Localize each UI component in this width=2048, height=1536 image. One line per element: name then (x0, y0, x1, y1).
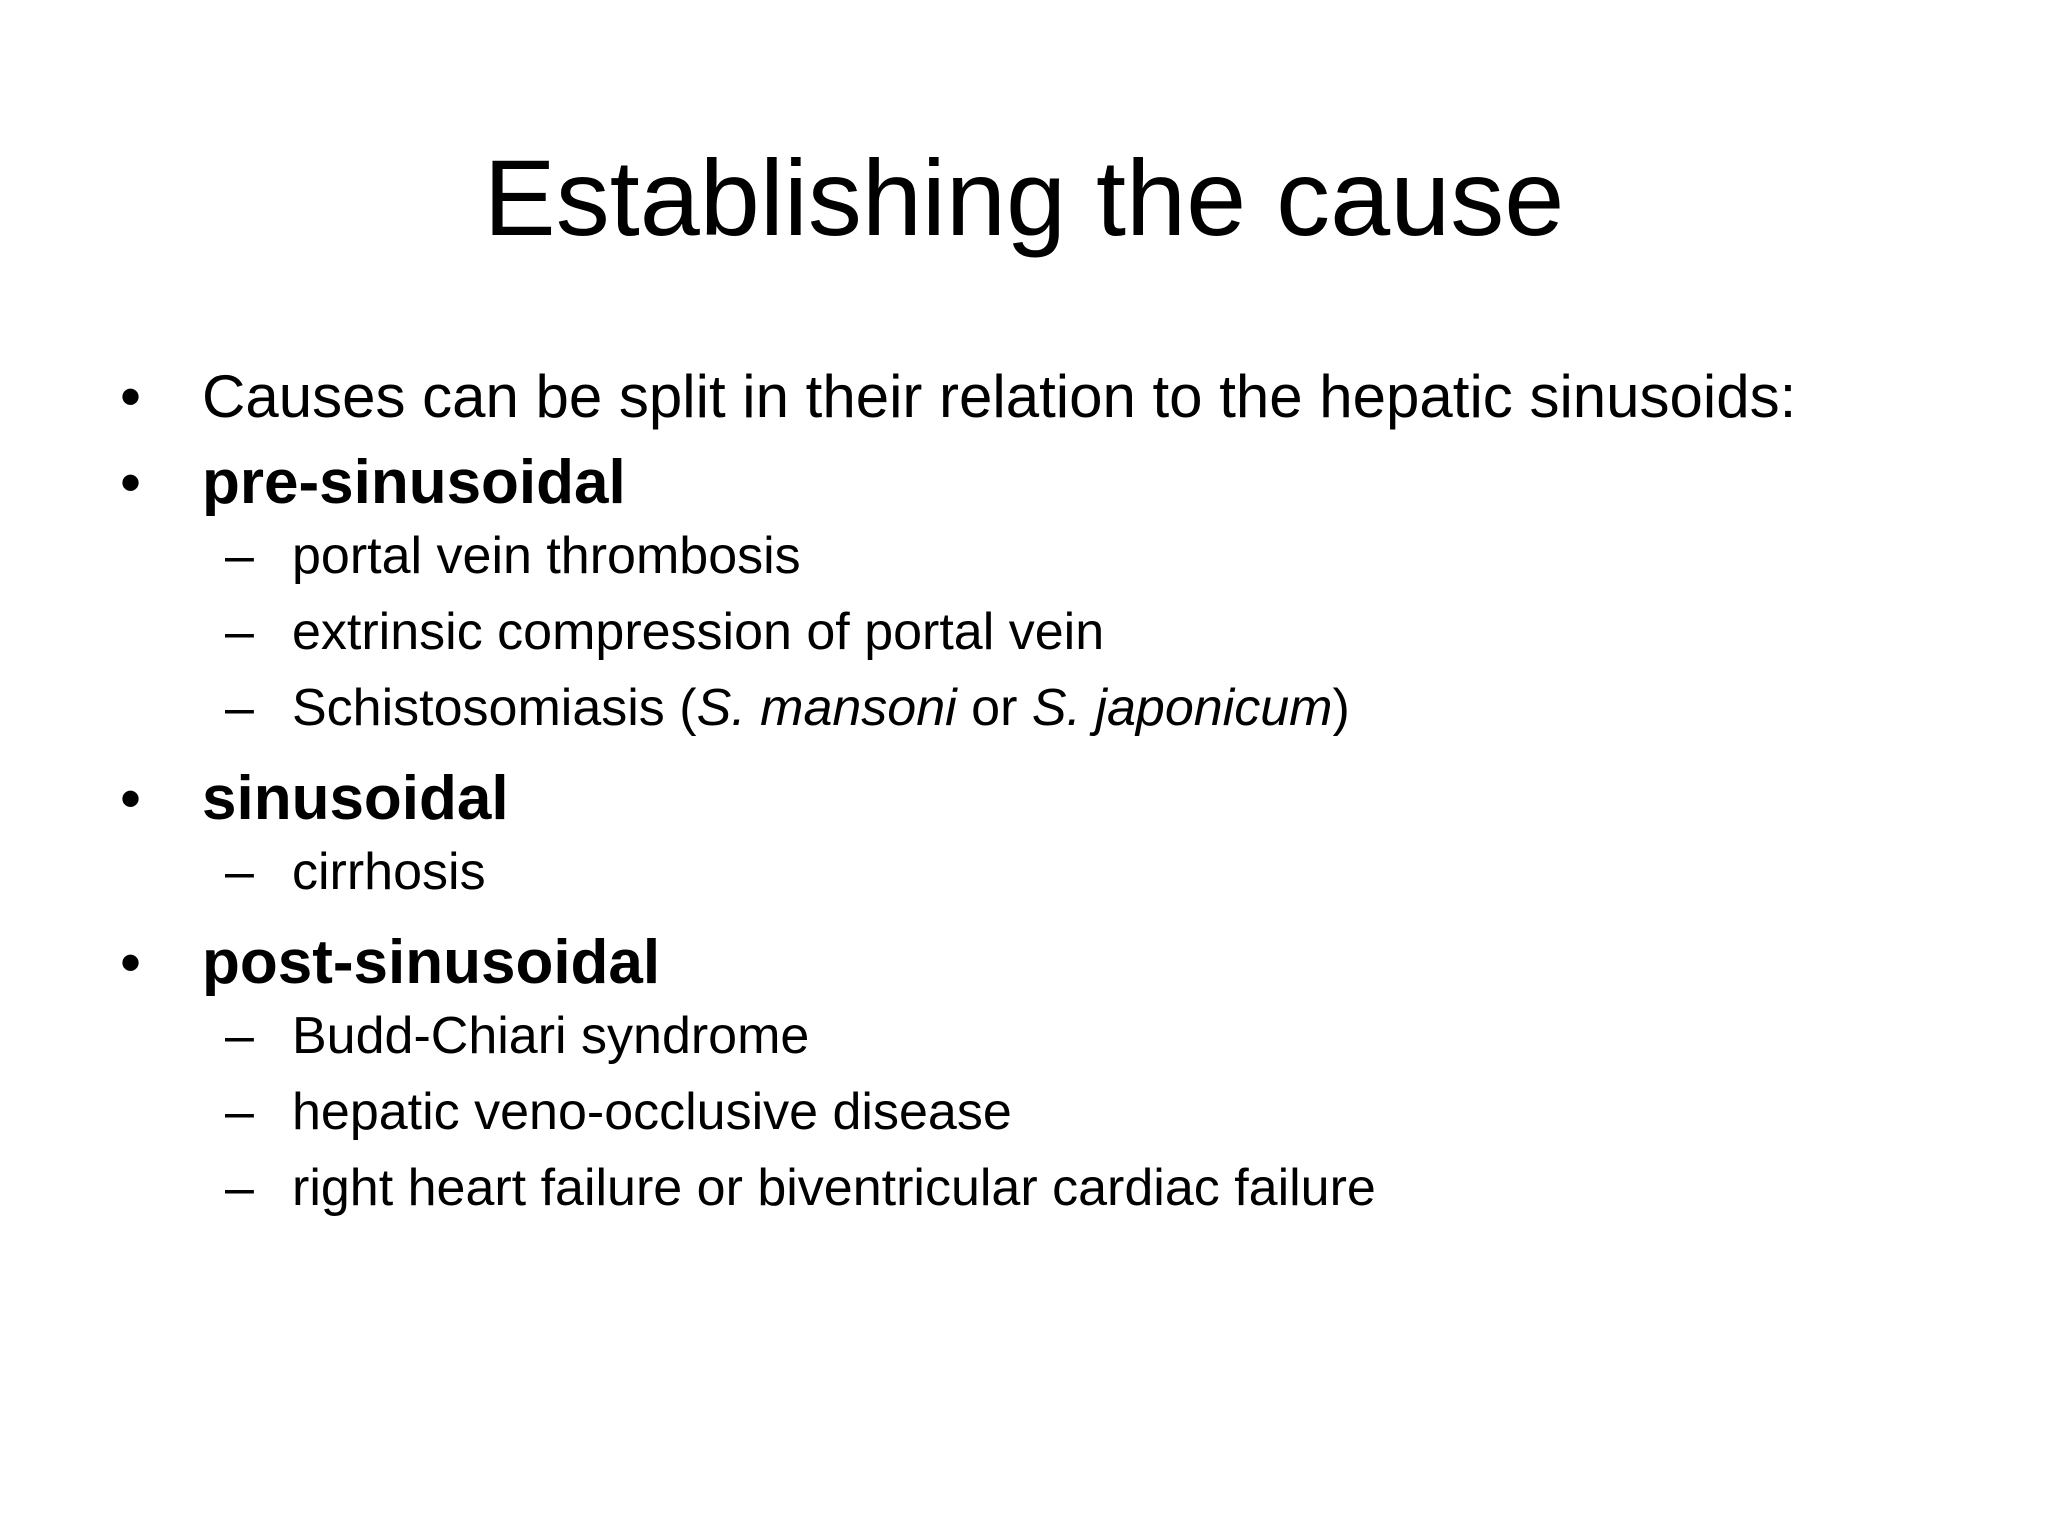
category-heading-post-sinusoidal: post-sinusoidal (202, 928, 661, 997)
bullet-item-intro (120, 362, 1920, 432)
species-s-mansoni: S. mansoni (696, 679, 957, 737)
dash-icon: – (225, 603, 254, 661)
sub-item-veno-occlusive (120, 1074, 1920, 1150)
bullet-item-post-sinusoidal (120, 928, 1920, 998)
sub-item-portal-vein-thrombosis (120, 518, 1920, 594)
dash-icon: – (225, 1083, 254, 1141)
sub-item-text: portal vein thrombosis (292, 527, 801, 585)
bullet-list (120, 362, 1920, 1226)
bullet-icon: • (120, 363, 142, 430)
dash-icon: – (225, 843, 254, 901)
bullet-text-intro: Causes can be split in their relation to the hepatic sinusoids: (202, 363, 1797, 430)
bullet-icon: • (120, 765, 142, 832)
sub-item-extrinsic-compression (120, 594, 1920, 670)
dash-icon: – (225, 679, 254, 737)
schisto-suffix: ) (1332, 679, 1350, 737)
category-heading-sinusoidal: sinusoidal (202, 764, 509, 833)
sub-item-text: hepatic veno-occlusive disease (292, 1083, 1012, 1141)
dash-icon: – (225, 527, 254, 585)
sub-item-schistosomiasis (120, 670, 1920, 746)
category-heading-pre-sinusoidal: pre-sinusoidal (202, 448, 626, 517)
sub-item-text: Budd-Chiari syndrome (292, 1007, 810, 1065)
schisto-connector: or (956, 679, 1032, 737)
slide-title: Establishing the cause (483, 137, 1565, 258)
sub-item-budd-chiari (120, 998, 1920, 1074)
sub-item-cirrhosis (120, 834, 1920, 910)
bullet-item-sinusoidal (120, 764, 1920, 834)
sub-item-text: cirrhosis (292, 843, 486, 901)
sub-item-text: extrinsic compression of portal vein (292, 603, 1105, 661)
species-s-japonicum: S. japonicum (1031, 679, 1333, 737)
dash-icon: – (225, 1159, 254, 1217)
bullet-icon: • (120, 449, 142, 516)
sub-item-heart-failure (120, 1150, 1920, 1226)
schisto-prefix: Schistosomiasis ( (292, 679, 697, 737)
bullet-item-pre-sinusoidal (120, 448, 1920, 518)
sub-item-text: right heart failure or biventricular cardiac failure (292, 1159, 1376, 1217)
dash-icon: – (225, 1007, 254, 1065)
bullet-icon: • (120, 929, 142, 996)
